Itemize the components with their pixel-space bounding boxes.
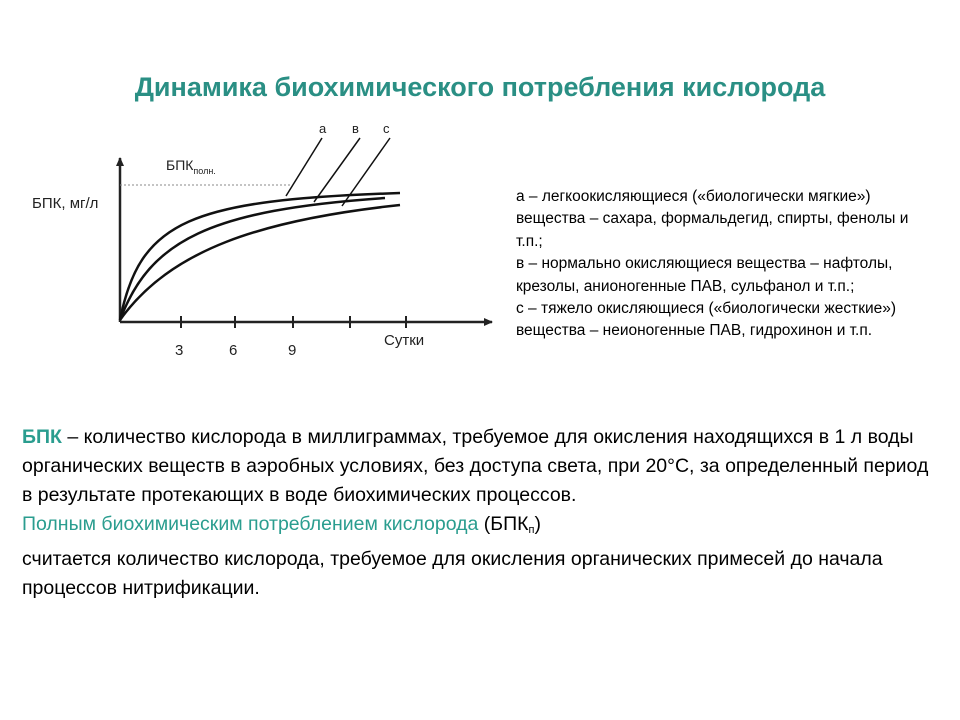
bod-diagram — [0, 110, 520, 370]
curve-label-c: с — [383, 121, 390, 136]
full-bod-abbr: БПК — [490, 513, 529, 535]
legend-item-a: а – легкоокисляющиеся («биологически мягкие») вещества – сахара, формальдегид, спирты, фенолы и т.п.; — [516, 188, 909, 250]
bod-definition — [22, 423, 942, 510]
legend — [516, 186, 926, 343]
full-bod-term: Полным биохимическим потреблением кислорода — [22, 513, 479, 535]
curve-c-leader — [342, 138, 390, 206]
curve-b-leader — [314, 138, 360, 202]
bpk-full-label: $БПК_{полн.}$ — [166, 157, 216, 176]
full-bod-definition-head: Полным биохимическим потреблением кислорода $(БПК_п)$ — [22, 513, 541, 536]
y-axis-label: БПК, мг/л — [32, 195, 99, 212]
curve-label-a: а — [319, 121, 327, 136]
slide-title: Динамика биохимического потребления кислорода — [134, 72, 826, 102]
x-tick-label: 3 — [175, 342, 184, 359]
x-axis-label: Сутки — [384, 332, 425, 349]
bod-definition-text: – количество кислорода в миллиграммах, требуемое для окисления находящихся в 1 л воды органических веществ в аэробных условиях, без доступа света, при 20°С, за определенный период в результате протекающих в воде биохимических процессов. — [22, 426, 929, 506]
definition-block — [22, 423, 942, 603]
curve-label-b: в — [352, 121, 359, 136]
legend-item-c: с – тяжело окисляющиеся («биологически жесткие») вещества – неионогенные ПАВ, гидрохинон и т.п. — [516, 300, 897, 340]
curve-b — [120, 198, 385, 320]
curve-c — [120, 205, 400, 320]
legend-item-b: в – нормально окисляющиеся вещества – нафтолы, крезолы, анионогенные ПАВ, сульфанол и т.п.; — [516, 255, 893, 295]
full-bod-definition-text: считается количество кислорода, требуемое для окисления органических примесей до начала процессов нитрификации. — [22, 548, 883, 599]
x-tick-label: 6 — [229, 342, 238, 359]
x-tick-label: 9 — [288, 342, 297, 359]
curve-a-leader — [286, 138, 322, 196]
bod-term: БПК — [22, 426, 62, 448]
